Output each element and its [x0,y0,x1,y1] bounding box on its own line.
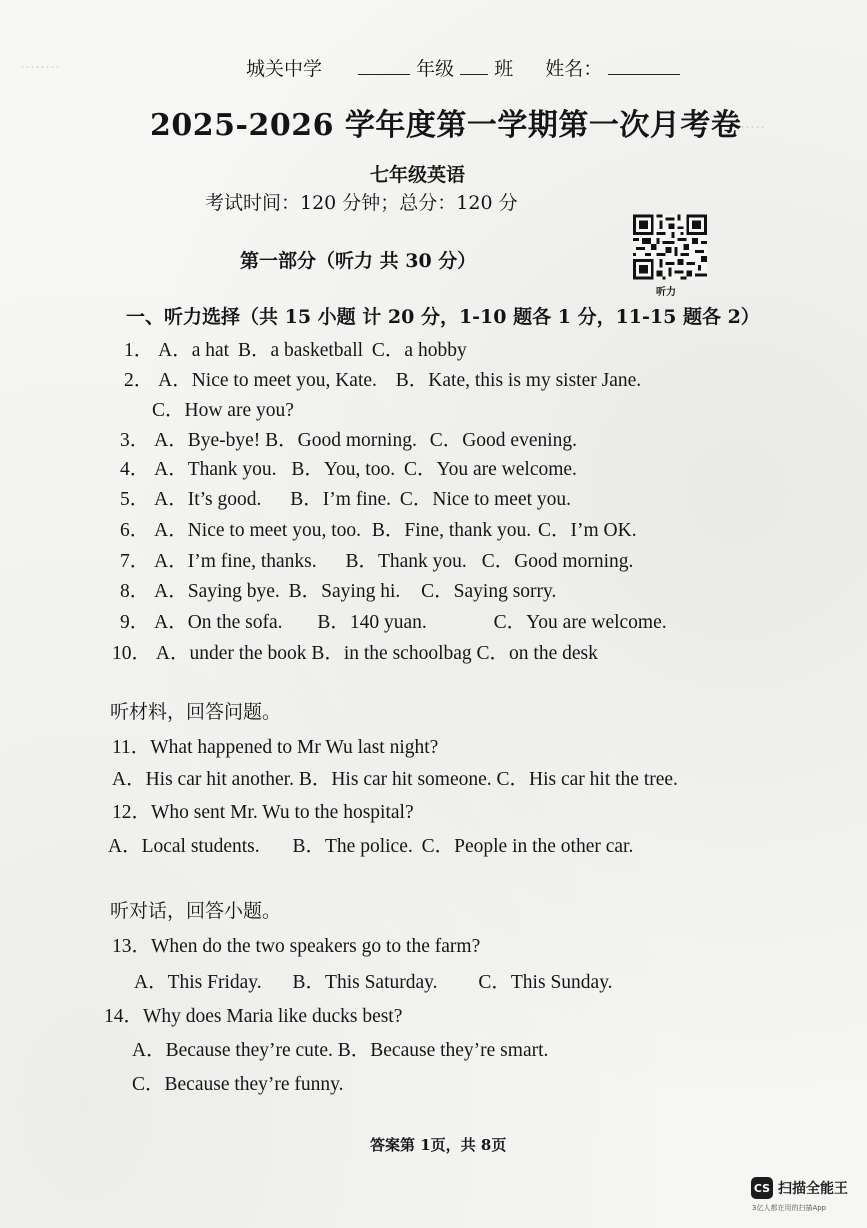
question-14-options [132,1034,548,1062]
option-c: C．Good morning. [481,551,634,572]
page-footer: 答案第 1页，共 8页 [370,1136,507,1154]
question-number: 10． [112,643,152,664]
question-number: 7． [120,551,150,572]
question-7 [120,545,633,573]
question-number: 8． [120,581,150,602]
option-b: B．Fine, thank you. [371,520,532,541]
option-a: A．It’s good. [154,489,262,510]
question-14-stem: 14．Why does Maria like ducks best? [104,1006,403,1027]
option-c: C．a hobby [371,340,467,361]
option-a: A．His car hit another. [112,769,294,790]
option-c: C．You are welcome. [403,459,577,480]
option-b: B．Thank you. [345,551,467,572]
option-b: B．Kate, this is my sister Jane. [395,370,642,391]
question-9 [120,606,667,634]
question-13-stem: 13．When do the two speakers go to the farm? [112,936,481,957]
option-b: B．I’m fine. [290,489,392,510]
option-c: C．This Sunday. [478,972,613,993]
school-name: 城关中学 [246,58,323,80]
question-10 [112,637,598,665]
question-13-options [134,966,613,994]
question-number: 5． [120,489,150,510]
question-number: 2． [124,370,154,391]
question-3 [120,424,577,452]
option-a: A．On the sofa. [154,612,283,633]
name-label: 姓名： [545,58,603,80]
question-2 [124,364,641,392]
subject-title: 七年级英语 [370,164,466,186]
watermark-app-name: 扫描全能王 [778,1181,848,1197]
watermark-tagline: 3亿人都在用的扫描App [752,1204,827,1212]
option-a: A．Nice to meet you, Kate. [158,370,377,391]
option-c: C．His car hit the tree. [496,769,678,790]
option-b: B．Saying hi. [288,581,401,602]
option-a: A．Local students. [108,836,260,857]
option-c: C．People in the other car. [421,836,634,857]
option-c: C．Nice to meet you. [399,489,572,510]
option-a: A．under the book [155,643,307,664]
question-8 [120,575,556,603]
question-number: 6． [120,520,150,541]
option-a: A．Bye-bye! [154,430,261,451]
instruction-listen-material: 听材料，回答问题。 [110,701,282,723]
camscanner-logo-icon: CS [751,1177,773,1199]
section-title: 一、听力选择（共 15 小题 计 20 分，1-10 题各 1 分，11-15 题各 2） [126,306,760,328]
question-number: 1． [124,340,154,361]
bleed-through-text: ····· [740,120,765,136]
option-b: B．Because they’re smart. [337,1040,549,1061]
question-14-option-c: C．Because they’re funny. [132,1074,344,1095]
option-b: B．The police. [292,836,413,857]
class-label: 班 [494,58,514,80]
option-a: A．This Friday. [134,972,262,993]
option-a: A．Because they’re cute. [132,1040,333,1061]
scanner-watermark [751,1177,848,1199]
question-12-options [108,830,633,858]
question-11-options [112,763,678,791]
question-5 [120,483,571,511]
name-blank[interactable] [608,56,680,75]
exam-title: 2025-2026 学年度第一学期第一次月考卷 [150,108,742,143]
grade-label: 年级 [416,58,455,80]
question-number: 3． [120,430,150,451]
option-c: C．You are welcome. [493,612,667,633]
question-number: 9． [120,612,150,633]
question-6 [120,514,637,542]
bleed-through-text: ········ [20,60,60,76]
option-b: B．140 yuan. [317,612,427,633]
option-c: C．Saying sorry. [421,581,557,602]
option-c: C．Good evening. [429,430,578,451]
instruction-listen-dialogue: 听对话，回答小题。 [110,900,282,922]
question-11-stem: 11．What happened to Mr Wu last night? [112,737,439,758]
option-a: A．Saying bye. [154,581,280,602]
part-title: 第一部分（听力 共 30 分） [240,250,477,272]
option-c: C．I’m OK. [538,520,637,541]
student-info-line [246,54,680,81]
option-b: B．You, too. [291,459,396,480]
exam-info: 考试时间：120 分钟；总分：120 分 [205,192,518,214]
class-blank[interactable] [460,56,488,75]
option-a: A．Nice to meet you, too. [154,520,362,541]
question-number: 4． [120,459,150,480]
option-c: C．on the desk [476,643,598,664]
option-b: B．Good morning. [265,430,417,451]
qr-label: 听力 [656,287,676,298]
qr-code-icon[interactable] [633,214,707,280]
option-a: A．Thank you. [154,459,277,480]
option-b: B．in the schoolbag [311,643,472,664]
option-b: B．His car hit someone. [298,769,492,790]
option-a: A．I’m fine, thanks. [154,551,317,572]
question-12-stem: 12．Who sent Mr. Wu to the hospital? [112,802,414,823]
question-4 [120,453,577,481]
option-a: A．a hat [158,340,230,361]
option-b: B．This Saturday. [292,972,438,993]
grade-blank[interactable] [358,56,410,75]
question-2-option-c: C．How are you? [152,400,294,421]
question-1 [124,334,467,362]
option-b: B．a basketball [237,340,364,361]
